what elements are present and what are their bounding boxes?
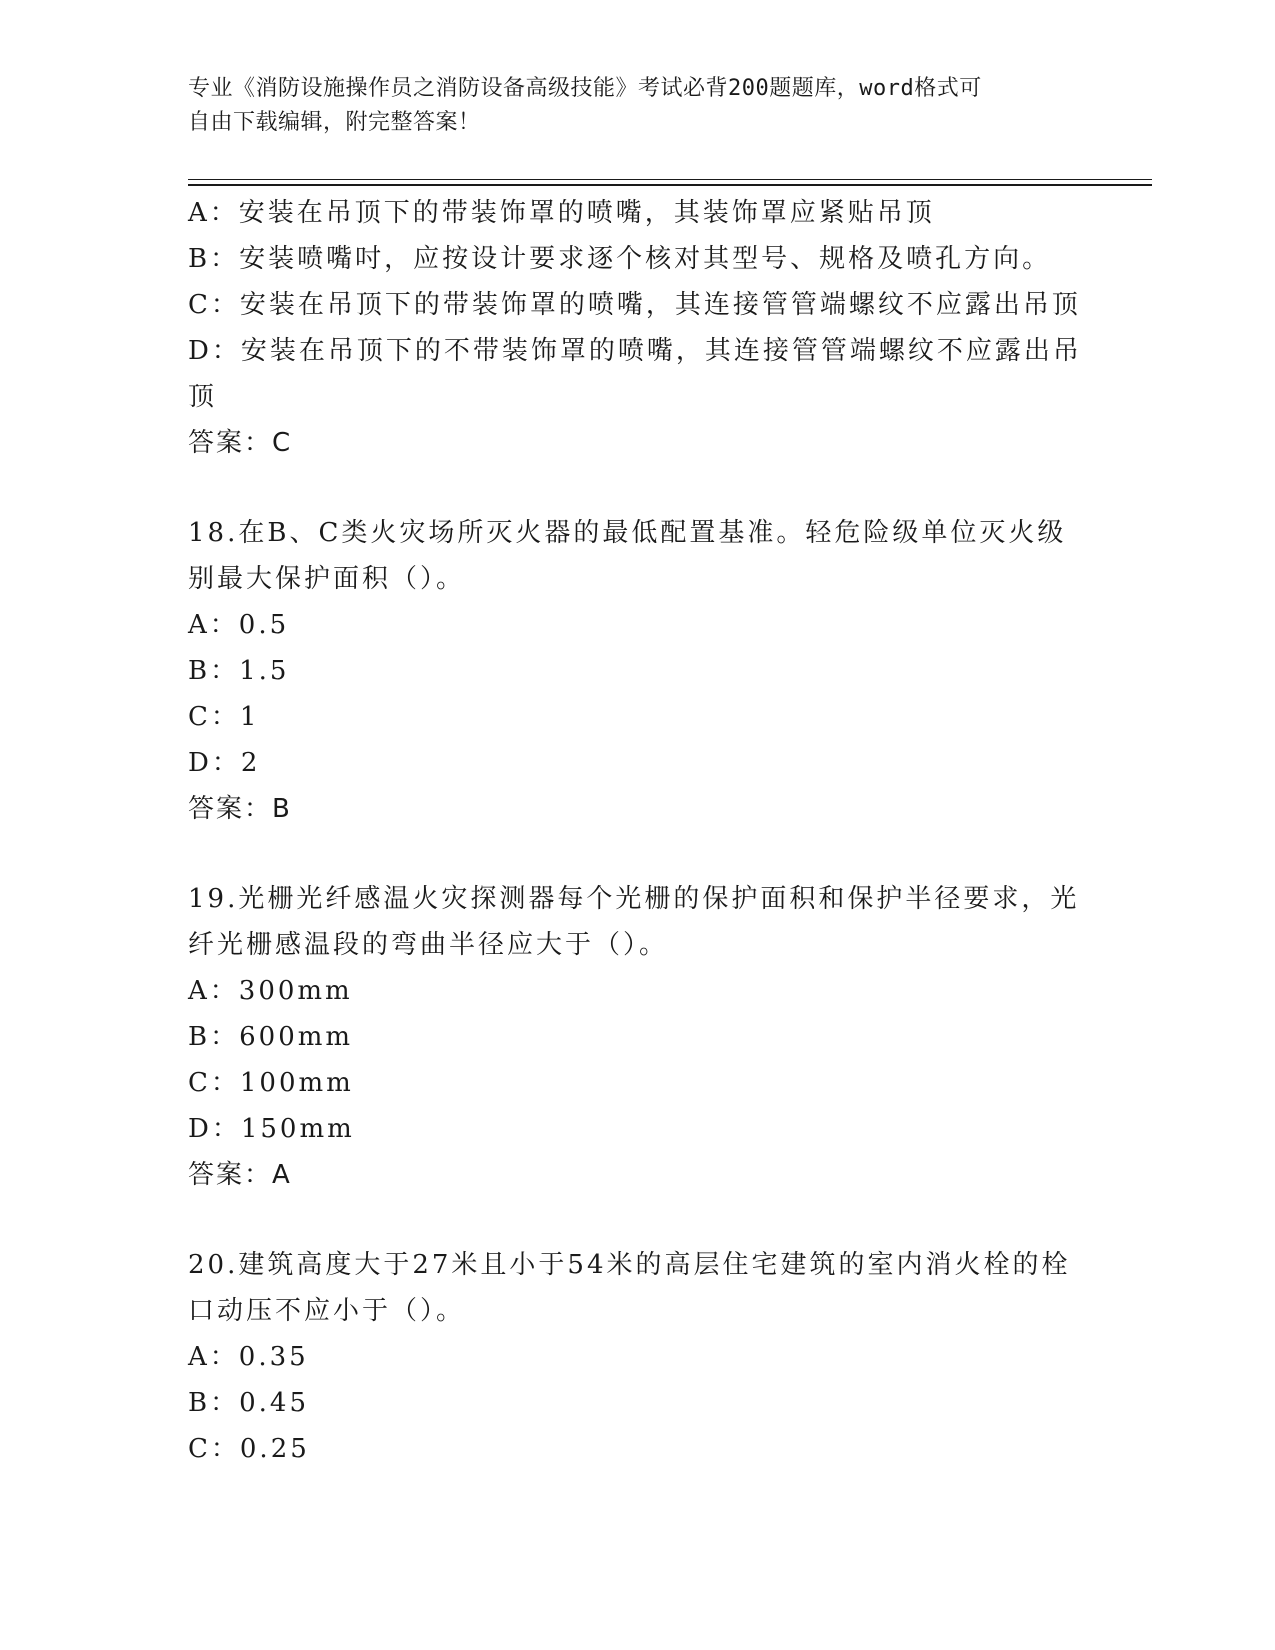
question-stem-continued: 纤光栅感温段的弯曲半径应大于（）。: [188, 930, 669, 960]
option-c: C：0.25: [188, 1434, 310, 1464]
option-a: A：安装在吊顶下的带装饰罩的喷嘴，其装饰罩应紧贴吊顶: [188, 198, 935, 228]
option-b: B：安装喷嘴吋，应按设计要求逐个核对其型号、规格及喷孔方向。: [188, 244, 1052, 274]
question-stem: 20.建筑高度大于27米且小于54米的高层住宅建筑的室内消火栓的栓: [188, 1250, 1071, 1280]
answer-label: 答案：A: [188, 1160, 292, 1190]
question-20-block: [188, 1242, 1088, 1472]
answer-label: 答案：B: [188, 794, 292, 824]
question-stem: 18.在B、C类火灾场所灭火器的最低配置基准。轻危险级单位灭火级: [188, 518, 1067, 548]
question-list: [188, 190, 1088, 1472]
header-divider-thin: [188, 179, 1152, 180]
option-b: B：0.45: [188, 1388, 309, 1418]
document-header: [188, 72, 1088, 140]
header-line-1: 专业《消防设施操作员之消防设备高级技能》考试必背200题题库，word格式可: [188, 76, 982, 101]
option-c: C：安装在吊顶下的带装饰罩的喷嘴，其连接管管端螺纹不应露出吊顶: [188, 290, 1081, 320]
option-a: A：300mm: [188, 976, 353, 1006]
question-stem-continued: 别最大保护面积（）。: [188, 564, 466, 594]
option-c: C：100mm: [188, 1068, 354, 1098]
option-b: B：1.5: [188, 656, 290, 686]
answer-label: 答案：C: [188, 428, 293, 458]
option-a: A：0.5: [188, 610, 290, 640]
option-b: B：600mm: [188, 1022, 354, 1052]
question-17-block: [188, 190, 1088, 466]
option-d-continued: 顶: [188, 382, 218, 412]
question-stem: 19.光栅光纤感温火灾探测器每个光栅的保护面积和保护半径要求，光: [188, 884, 1080, 914]
header-line-2: 自由下载编辑，附完整答案！: [188, 110, 481, 135]
question-18-block: [188, 510, 1088, 832]
option-d: D：安装在吊顶下的不带装饰罩的喷嘴，其连接管管端螺纹不应露出吊: [188, 336, 1082, 366]
option-d: D：150mm: [188, 1114, 355, 1144]
question-19-block: [188, 876, 1088, 1198]
question-stem-continued: 口动压不应小于（）。: [188, 1296, 466, 1326]
option-c: C：1: [188, 702, 260, 732]
header-divider-thick: [188, 184, 1152, 186]
option-a: A：0.35: [188, 1342, 309, 1372]
option-d: D：2: [188, 748, 261, 778]
